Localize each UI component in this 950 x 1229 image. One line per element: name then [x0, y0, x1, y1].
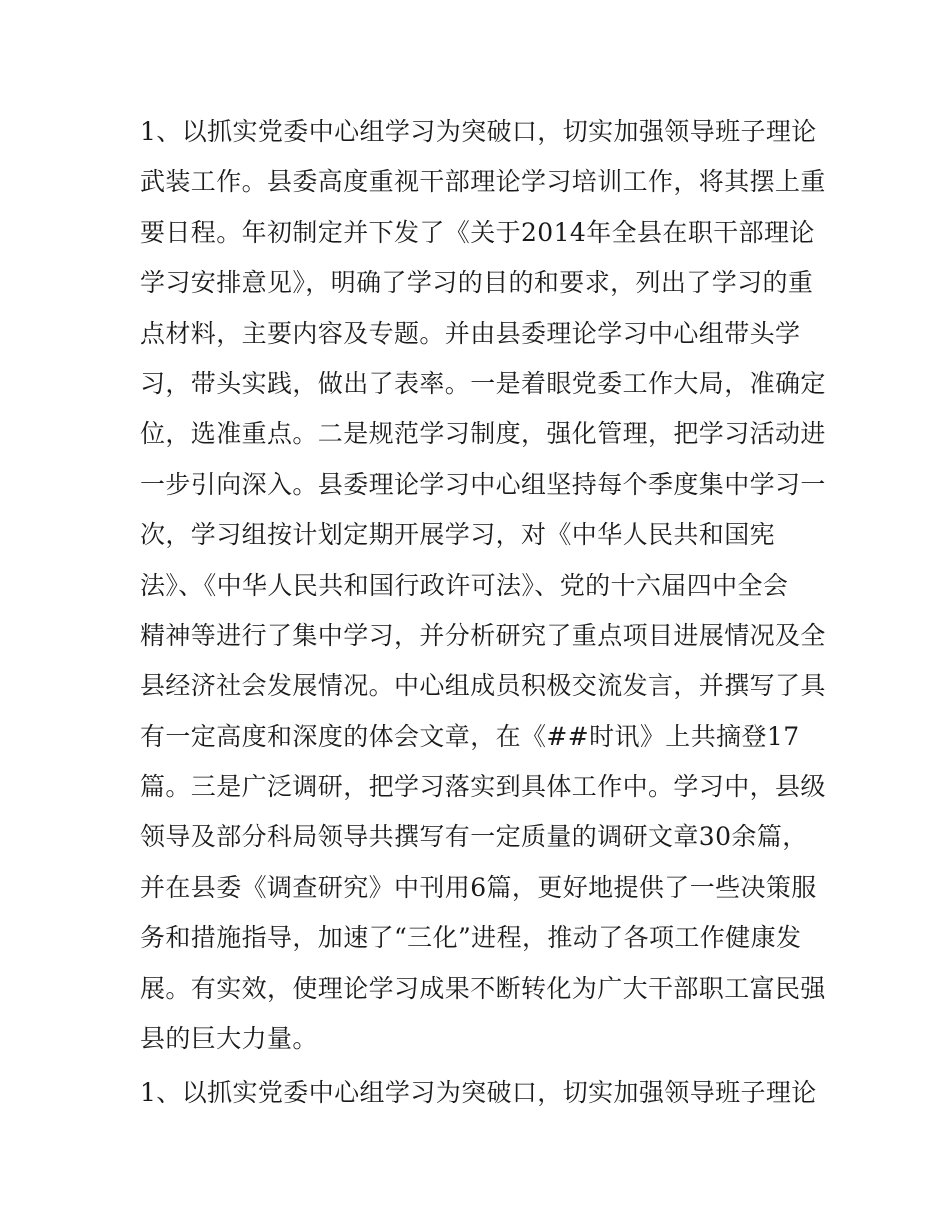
text-line: 1、以抓实党委中心组学习为突破口，切实加强领导班子理论	[140, 1078, 817, 1108]
text-line: 领导及部分科局领导共撰写有一定质量的调研文章30余篇，	[140, 822, 808, 852]
text-line: 1、以抓实党委中心组学习为突破口，切实加强领导班子理论	[140, 117, 817, 146]
text-line: 展。有实效，使理论学习成果不断转化为广大干部职工富民强	[140, 973, 826, 1003]
text-line: 点材料，主要内容及专题。并由县委理论学习中心组带头学	[140, 318, 801, 348]
text-line: 次，学习组按计划定期开展学习，对《中华人民共和国宪	[140, 520, 776, 550]
text-line: 学习安排意见》，明确了学习的目的和要求，列出了学习的重	[140, 268, 814, 298]
text-line: 篇。三是广泛调研，把学习落实到具体工作中。学习中，县级	[140, 772, 826, 802]
text-line: 县经济社会发展情况。中心组成员积极交流发言，并撰写了具	[140, 671, 826, 701]
text-line: 武装工作。县委高度重视干部理论学习培训工作，将其摆上重	[140, 167, 826, 197]
text-line: 县的巨大力量。	[140, 1024, 318, 1054]
document-body	[140, 107, 826, 1119]
text-line: 并在县委《调查研究》中刊用6篇，更好地提供了一些决策服	[140, 872, 817, 902]
text-line: 有一定高度和深度的体会文章，在《##时讯》上共摘登17	[140, 721, 800, 751]
text-line: 习，带头实践，做出了表率。一是着眼党委工作大局，准确定	[140, 368, 826, 398]
text-line: 精神等进行了集中学习，并分析研究了重点项目进展情况及全	[140, 620, 826, 650]
text-line: 务和措施指导，加速了“三化”进程，推动了各项工作健康发	[140, 923, 802, 953]
text-line: 位，选准重点。二是规范学习制度，强化管理，把学习活动进	[140, 419, 826, 449]
text-line: 一步引向深入。县委理论学习中心组坚持每个季度集中学习一	[140, 469, 826, 499]
paragraph-1	[140, 107, 826, 1064]
text-line: 法》、《中华人民共和国行政许可法》、党的十六届四中全会	[140, 570, 789, 600]
text-line: 要日程。年初制定并下发了《关于2014年全县在职干部理论	[140, 217, 815, 247]
paragraph-2	[140, 1068, 820, 1118]
